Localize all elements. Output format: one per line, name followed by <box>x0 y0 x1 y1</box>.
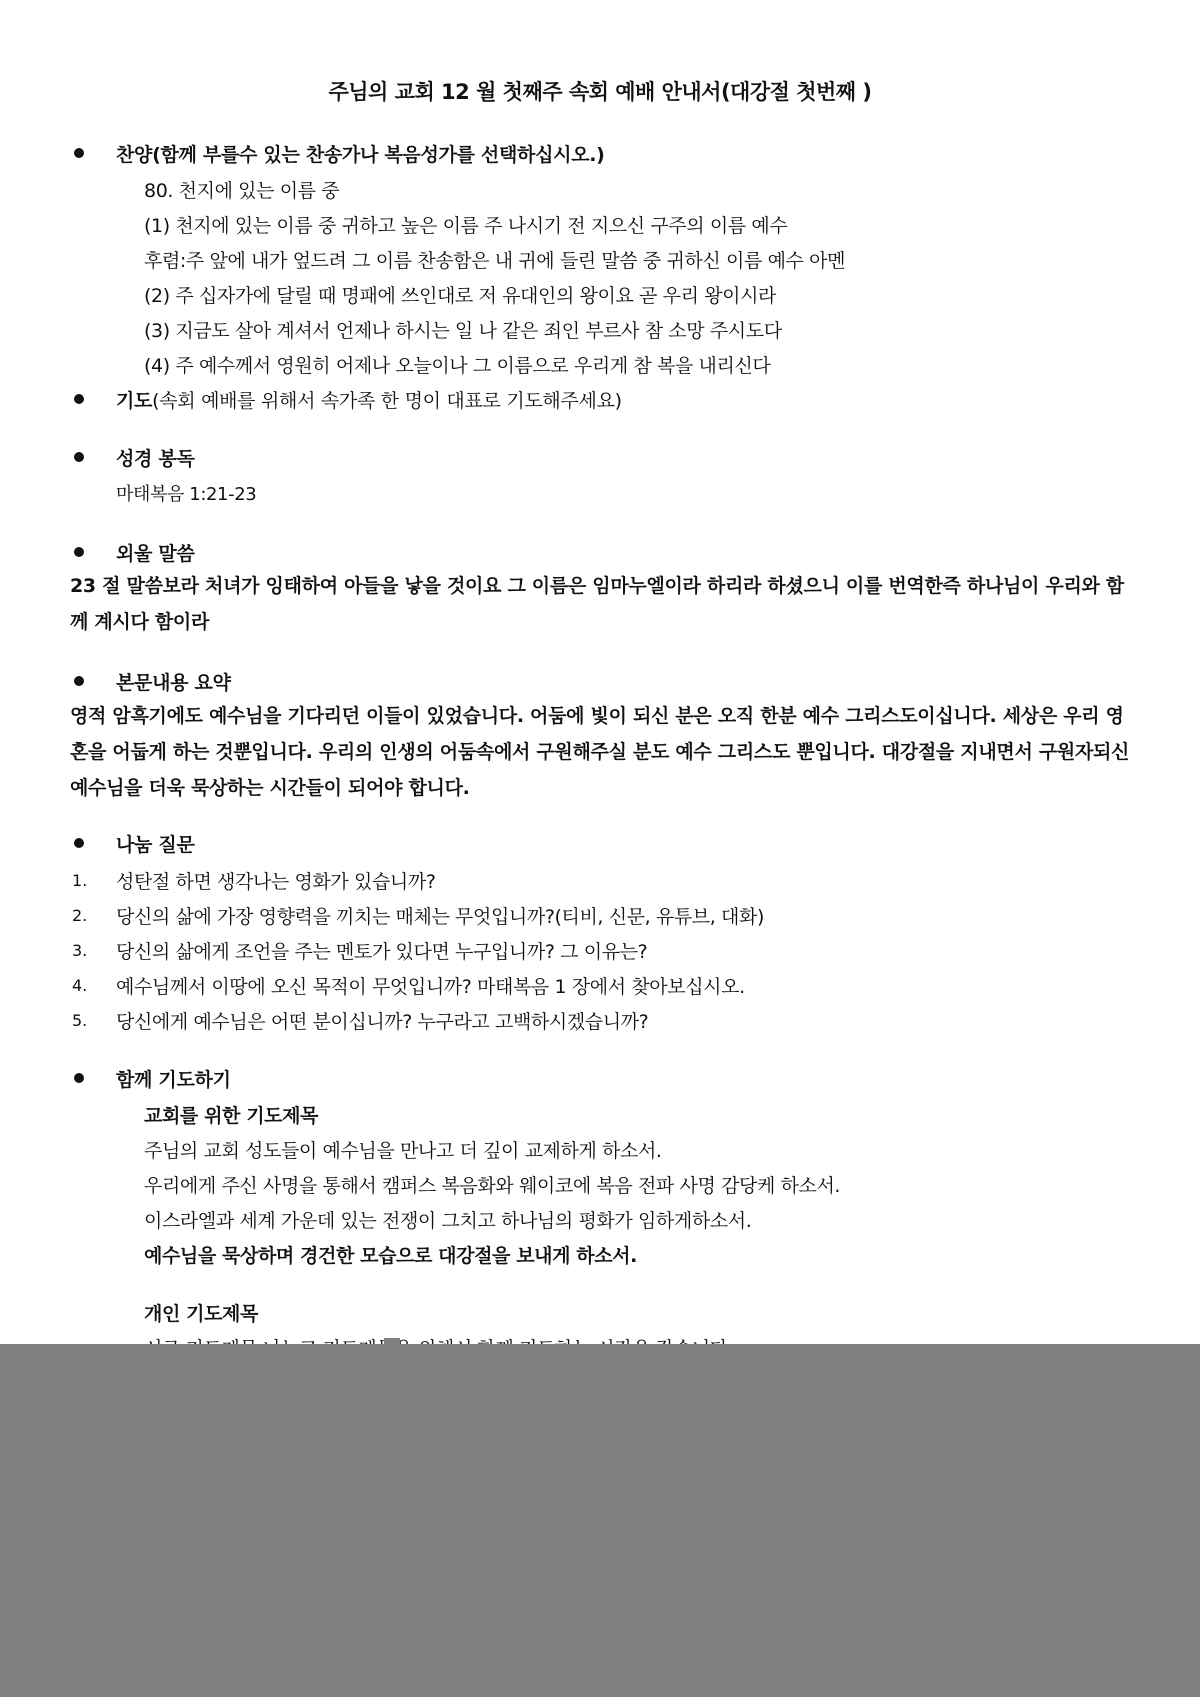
hymn-line: (1) 천지에 있는 이름 중 귀하고 높은 이름 주 나시기 전 지으신 구주의 이름 예수 <box>144 215 788 237</box>
question-number: 5. <box>72 1011 88 1030</box>
bullet-icon <box>74 676 84 686</box>
question-text: 당신의 삶에 가장 영향력을 끼치는 매체는 무엇입니까?(티비, 신문, 유튜브, 대화) <box>116 906 764 928</box>
question-text: 당신에게 예수님은 어떤 분이십니까? 누구라고 고백하시겠습니까? <box>116 1011 649 1033</box>
question-number: 3. <box>72 941 88 960</box>
church-prayer-item: 우리에게 주신 사명을 통해서 캠퍼스 복음화와 웨이코에 복음 전파 사명 감당케 하소서. <box>144 1175 841 1197</box>
bullet-icon <box>74 452 84 462</box>
section-heading-scripture: 성경 봉독 <box>116 448 195 470</box>
prayer-label: 기도 <box>116 390 153 412</box>
question-text: 당신의 삶에게 조언을 주는 멘토가 있다면 누구입니까? 그 이유는? <box>116 941 648 963</box>
hymn-line: (4) 주 예수께서 영원히 어제나 오늘이나 그 이름으로 우리게 참 복을 내리신다 <box>144 355 771 377</box>
hymn-line: (2) 주 십자가에 달릴 때 명패에 쓰인대로 저 유대인의 왕이요 곧 우리 왕이시라 <box>144 285 777 307</box>
bullet-icon <box>74 394 84 404</box>
church-prayer-item: 예수님을 묵상하며 경건한 모습으로 대강절을 보내게 하소서. <box>144 1245 637 1267</box>
gray-overlay-area <box>0 1344 1200 1697</box>
section-heading-pray-together: 함께 기도하기 <box>116 1069 231 1091</box>
section-heading-prayer <box>116 386 622 413</box>
hymn-line: (3) 지금도 살아 계셔서 언제나 하시는 일 나 같은 죄인 부르사 참 소망 주시도다 <box>144 320 782 342</box>
question-number: 1. <box>72 871 88 890</box>
section-heading-summary: 본문내용 요약 <box>116 672 231 694</box>
section-heading-hymn: 찬양(함께 부를수 있는 찬송가나 복음성가를 선택하십시오.) <box>116 144 605 166</box>
question-text: 성탄절 하면 생각나는 영화가 있습니까? <box>116 871 436 893</box>
hymn-line: 후렴:주 앞에 내가 엎드려 그 이름 찬송함은 내 귀에 들린 말씀 중 귀하신 이름 예수 아멘 <box>144 250 846 272</box>
church-prayer-item: 주님의 교회 성도들이 예수님을 만나고 더 깊이 교제하게 하소서. <box>144 1140 662 1162</box>
hymn-line: 80. 천지에 있는 이름 중 <box>144 180 340 202</box>
church-prayer-item: 이스라엘과 세계 가운데 있는 전쟁이 그치고 하나님의 평화가 임하게하소서. <box>144 1210 752 1232</box>
question-text: 예수님께서 이땅에 오신 목적이 무엇입니까? 마태복음 1 장에서 찾아보십시오. <box>116 976 745 998</box>
church-prayer-heading: 교회를 위한 기도제목 <box>144 1105 319 1127</box>
page-title: 주님의 교회 12 월 첫째주 속회 예배 안내서(대강절 첫번째 ) <box>328 80 872 104</box>
personal-prayer-heading: 개인 기도제목 <box>144 1303 258 1325</box>
question-number: 4. <box>72 976 88 995</box>
memory-verse-text: 23 절 말씀보라 처녀가 잉태하여 아들을 낳을 것이요 그 이름은 임마누엘이라 하리라 하셨으니 이를 번역한즉 하나님이 우리와 함께 계시다 함이라 <box>70 575 1124 633</box>
bullet-icon <box>74 547 84 557</box>
bullet-icon <box>74 838 84 848</box>
scripture-reference: 마태복음 1:21-23 <box>116 484 257 505</box>
bullet-icon <box>74 148 84 158</box>
summary-text: 영적 암흑기에도 예수님을 기다리던 이들이 있었습니다. 어둠에 빛이 되신 분은 오직 한분 예수 그리스도이십니다. 세상은 우리 영혼을 어둡게 하는 것뿐입니다. 우리의 인생의 어둠속에서 구원해주실 분도 예수 그리스도 뿐입니다. 대강절을 지내면서 구원자되신 예수님을 더욱 묵상하는 시간들이 되어야 합니다. <box>70 705 1130 799</box>
question-number: 2. <box>72 906 88 925</box>
section-heading-memory: 외울 말씀 <box>116 543 195 565</box>
section-heading-questions: 나눔 질문 <box>116 834 195 856</box>
prayer-note: (속회 예배를 위해서 속가족 한 명이 대표로 기도해주세요) <box>152 390 622 412</box>
bullet-icon <box>74 1073 84 1083</box>
